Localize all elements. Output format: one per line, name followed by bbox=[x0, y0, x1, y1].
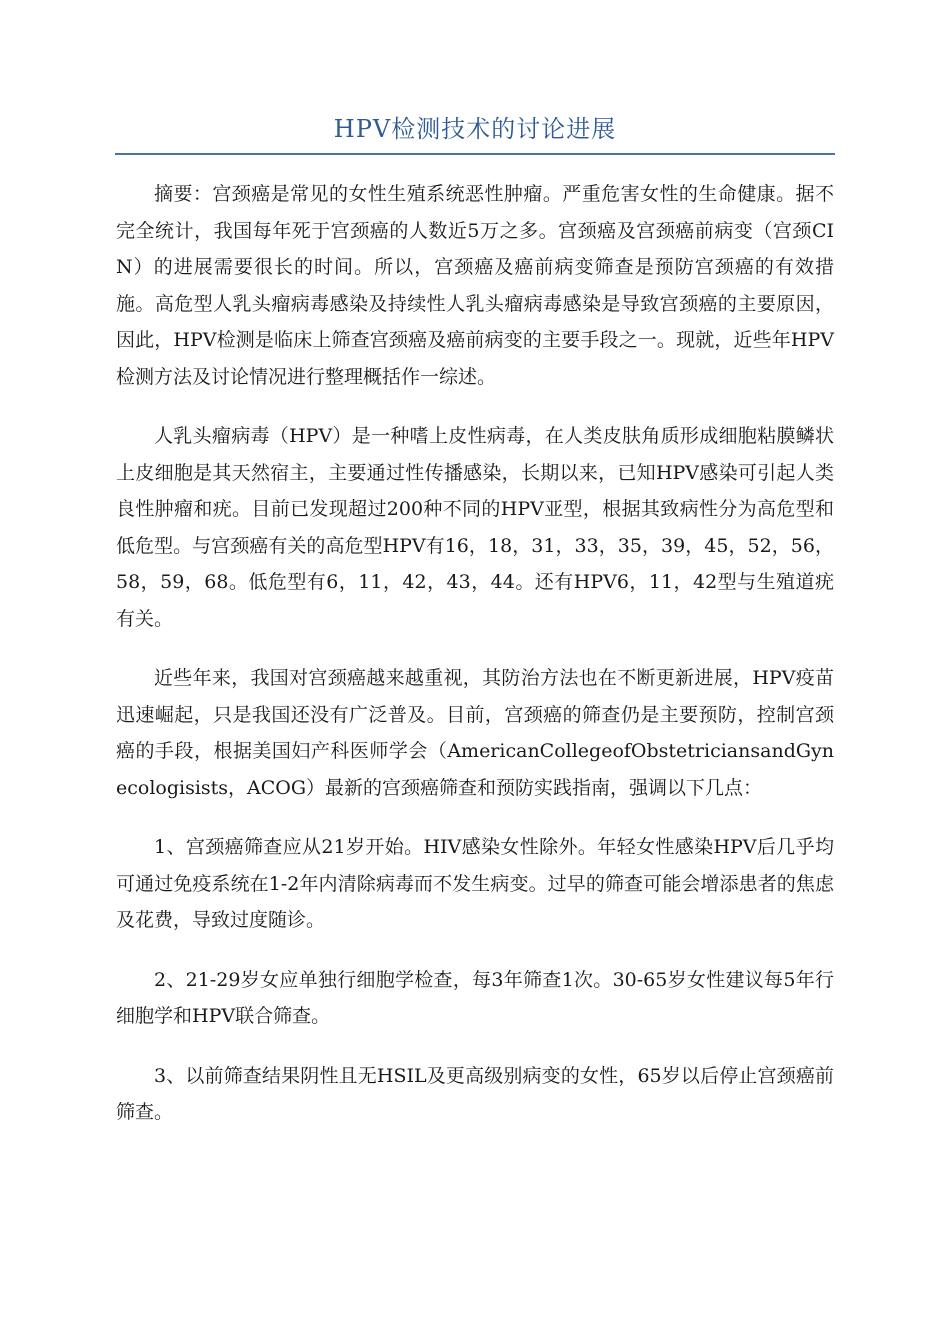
hpv-intro-paragraph: 人乳头瘤病毒（HPV）是一种嗜上皮性病毒，在人类皮肤角质形成细胞粘膜鳞状上皮细胞是其天然宿主，主要通过性传播感染，长期以来，已知HPV感染可引起人类良性肿瘤和疣。目前已发现超过200种不同的HPV亚型，根据其致病性分为高危型和低危型。与宫颈癌有关的高危型HPV有16，18，31，33，35，39，45，52，56，58，59，68。低危型有6，11，42，43，44。还有HPV6，11，42型与生殖道疣有关。 bbox=[116, 425, 834, 630]
title-underline bbox=[115, 153, 835, 155]
document-title: HPV检测技术的讨论进展 bbox=[333, 115, 617, 143]
screening-background-paragraph: 近些年来，我国对宫颈癌越来越重视，其防治方法也在不断更新进展，HPV疫苗迅速崛起，只是我国还没有广泛普及。目前，宫颈癌的筛查仍是主要预防，控制宫颈癌的手段，根据美国妇产科医师学会（AmericanCollegeofObstetriciansandGynecologisists，ACOG）最新的宫颈癌筛查和预防实践指南，强调以下几点： bbox=[116, 667, 834, 799]
document-body bbox=[116, 176, 834, 1154]
guideline-point-3: 3、以前筛查结果阴性且无HSIL及更高级别病变的女性，65岁以后停止宫颈癌前筛查。 bbox=[116, 1064, 834, 1123]
guideline-point-2: 2、21-29岁女应单独行细胞学检查，每3年筛查1次。30-65岁女性建议每5年行细胞学和HPV联合筛查。 bbox=[116, 968, 834, 1027]
guideline-point-1: 1、宫颈癌筛查应从21岁开始。HIV感染女性除外。年轻女性感染HPV后几乎均可通过免疫系统在1-2年内清除病毒而不发生病变。过早的筛查可能会增添患者的焦虑及花费，导致过度随诊。 bbox=[116, 836, 834, 931]
abstract-paragraph: 摘要：宫颈癌是常见的女性生殖系统恶性肿瘤。严重危害女性的生命健康。据不完全统计，我国每年死于宫颈癌的人数近5万之多。宫颈癌及宫颈癌前病变（宫颈CIN）的进展需要很长的时间。所以，宫颈癌及癌前病变筛查是预防宫颈癌的有效措施。高危型人乳头瘤病毒感染及持续性人乳头瘤病毒感染是导致宫颈癌的主要原因，因此，HPV检测是临床上筛查宫颈癌及癌前病变的主要手段之一。现就，近些年HPV检测方法及讨论情况进行整理概括作一综述。 bbox=[116, 183, 834, 388]
